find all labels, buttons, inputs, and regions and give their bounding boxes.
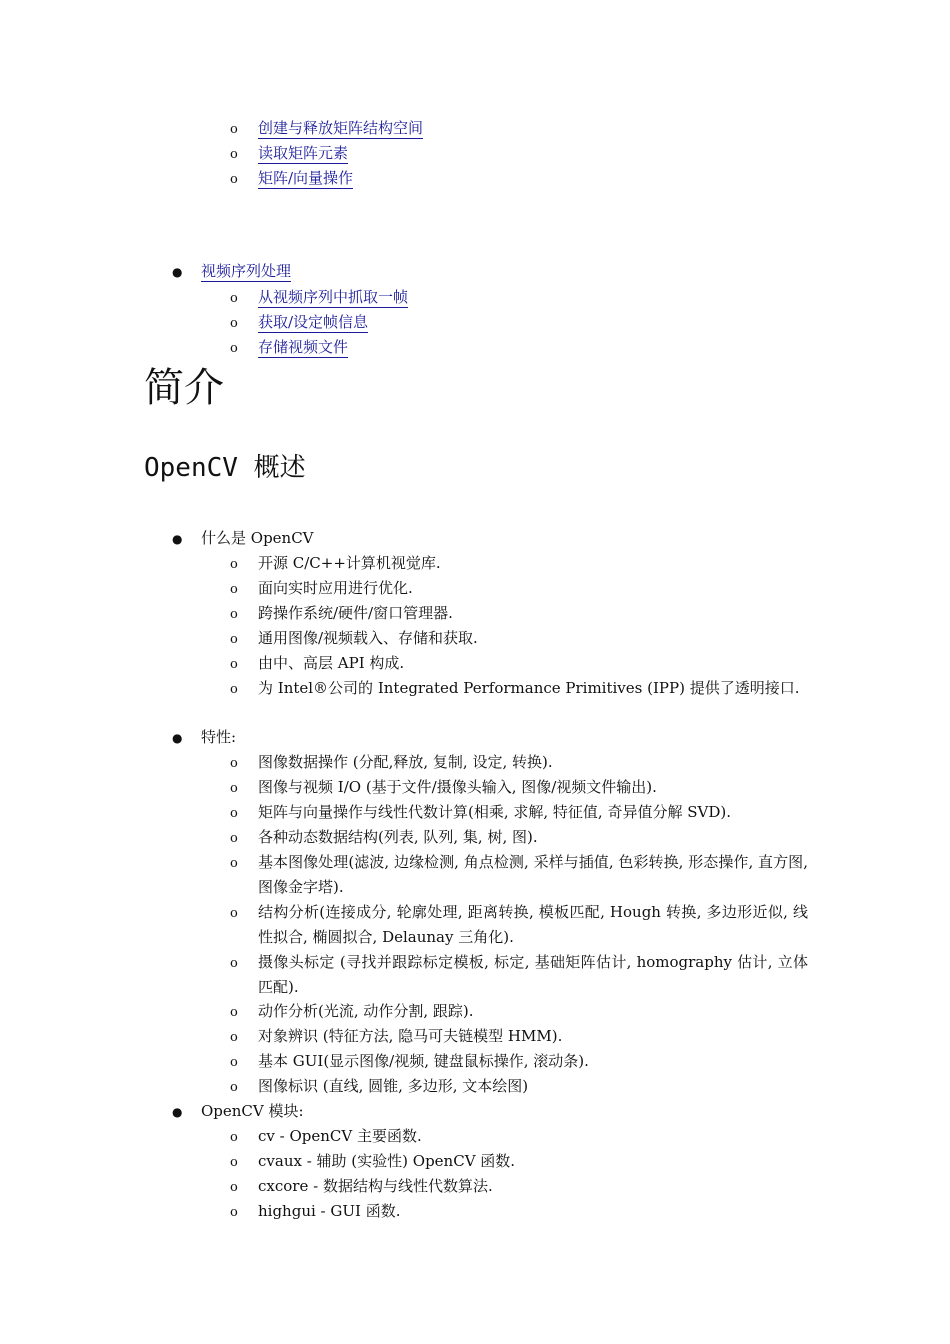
bullet-icon: ● [172,1105,183,1119]
list-item-text: 各种动态数据结构(列表, 队列, 集, 树, 图). [258,828,538,846]
list-item-text: 面向实时应用进行优化. [258,579,413,597]
list-item-text: 动作分析(光流, 动作分割, 跟踪). [258,1002,474,1020]
circle-bullet-icon: o [230,582,238,597]
bullet-icon: ● [172,731,183,745]
circle-bullet-icon: o [230,1205,238,1220]
toc-link[interactable]: 矩阵/向量操作 [258,169,354,187]
circle-bullet-icon: o [230,1130,238,1145]
circle-bullet-icon: o [230,781,238,796]
circle-bullet-icon: o [230,806,238,821]
circle-bullet-icon: o [230,291,238,306]
list-item-text: 对象辨识 (特征方法, 隐马可夫链模型 HMM). [258,1027,563,1045]
list-item-text: highgui - GUI 函数. [258,1202,401,1220]
circle-bullet-icon: o [230,1180,238,1195]
list-item-text: cv - OpenCV 主要函数. [258,1127,422,1145]
circle-bullet-icon: o [230,1055,238,1070]
circle-bullet-icon: o [230,316,238,331]
circle-bullet-icon: o [230,172,238,187]
circle-bullet-icon: o [230,147,238,162]
toc-link[interactable]: 获取/设定帧信息 [258,313,369,331]
list-item-text: 图像数据操作 (分配,释放, 复制, 设定, 转换). [258,753,553,771]
circle-bullet-icon: o [230,906,238,921]
toc-link-video[interactable]: 视频序列处理 [201,262,292,280]
circle-bullet-icon: o [230,856,238,871]
circle-bullet-icon: o [230,1005,238,1020]
toc-link[interactable]: 读取矩阵元素 [258,144,349,162]
circle-bullet-icon: o [230,657,238,672]
toc-link[interactable]: 从视频序列中抓取一帧 [258,288,409,306]
circle-bullet-icon: o [230,682,238,697]
circle-bullet-icon: o [230,1030,238,1045]
list-item-text: 为 Intel®公司的 Integrated Performance Primitives (IPP) 提供了透明接口. [258,679,800,697]
list-item-text: 结构分析(连接成分, 轮廓处理, 距离转换, 模板匹配, Hough 转换, 多边形近似, 线性拟合, 椭圆拟合, Delaunay 三角化). [258,903,808,946]
list-item-text: 由中、高层 API 构成. [258,654,405,672]
list-item-text: 图像与视频 I/O (基于文件/摄像头输入, 图像/视频文件输出). [258,778,657,796]
section-heading-overview: OpenCV 概述 [144,453,306,483]
list-item-text: 通用图像/视频载入、存储和获取. [258,629,478,647]
list-item-text: 图像标识 (直线, 圆锥, 多边形, 文本绘图) [258,1077,529,1095]
section-heading-intro: 简介 [144,365,224,411]
circle-bullet-icon: o [230,831,238,846]
circle-bullet-icon: o [230,557,238,572]
circle-bullet-icon: o [230,1155,238,1170]
list-item-text: 摄像头标定 (寻找并跟踪标定模板, 标定, 基础矩阵估计, homography 估计, 立体匹配). [258,953,808,996]
circle-bullet-icon: o [230,1080,238,1095]
list-item-text: 跨操作系统/硬件/窗口管理器. [258,604,453,622]
circle-bullet-icon: o [230,122,238,137]
list-label: 什么是 OpenCV [201,529,314,547]
bullet-icon: ● [172,532,183,546]
circle-bullet-icon: o [230,956,238,971]
circle-bullet-icon: o [230,632,238,647]
list-item-text: cxcore - 数据结构与线性代数算法. [258,1177,493,1195]
toc-link[interactable]: 存储视频文件 [258,338,349,356]
list-item-text: 基本 GUI(显示图像/视频, 键盘鼠标操作, 滚动条). [258,1052,589,1070]
list-label: 特性: [201,728,237,746]
bullet-icon: ● [172,265,183,279]
list-item-text: 矩阵与向量操作与线性代数计算(相乘, 求解, 特征值, 奇异值分解 SVD). [258,803,731,821]
circle-bullet-icon: o [230,756,238,771]
list-item-text: cvaux - 辅助 (实验性) OpenCV 函数. [258,1152,516,1170]
toc-link[interactable]: 创建与释放矩阵结构空间 [258,119,424,137]
circle-bullet-icon: o [230,607,238,622]
list-item-text: 基本图像处理(滤波, 边缘检测, 角点检测, 采样与插值, 色彩转换, 形态操作, 直方图, 图像金字塔). [258,853,808,896]
list-label: OpenCV 模块: [201,1102,304,1120]
list-item-text: 开源 C/C++计算机视觉库. [258,554,441,572]
circle-bullet-icon: o [230,341,238,356]
